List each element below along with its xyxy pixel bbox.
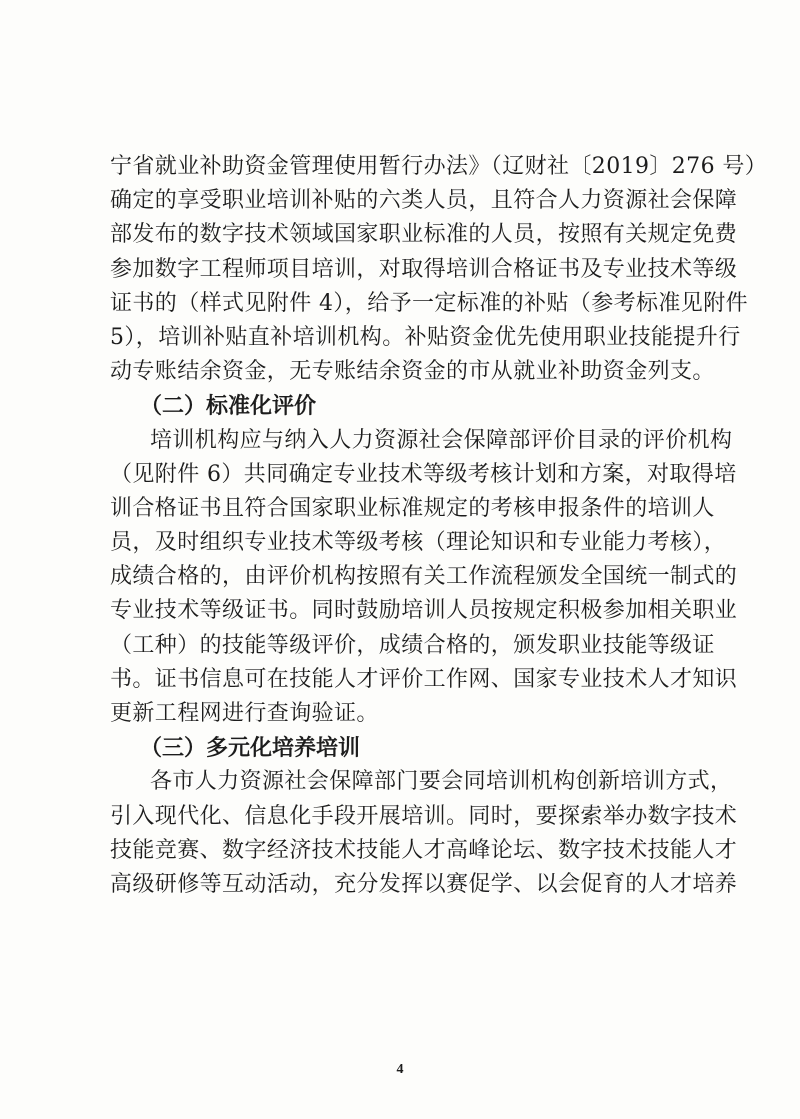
section-heading-2: （二）标准化评价 [140, 393, 317, 420]
paragraph-line: 员，及时组织专业技术等级考核（理论知识和专业能力考核）， [110, 530, 727, 556]
body-text [110, 150, 768, 902]
paragraph-line: 部发布的数字技术领域国家职业标准的人员，按照有关规定免费 [110, 222, 738, 248]
paragraph-line: 训合格证书且符合国家职业标准规定的考核申报条件的培训人 [110, 495, 715, 521]
paragraph-line: 证书的（样式见附件 4），给予一定标准的补贴（参考标准见附件 [110, 290, 748, 316]
paragraph-line: 参加数字工程师项目培训，对取得培训合格证书及专业技术等级 [110, 256, 738, 282]
paragraph-line: 专业技术等级证书。同时鼓励培训人员按规定积极参加相关职业 [110, 598, 738, 624]
paragraph-line: 引入现代化、信息化手段开展培训。同时，要探索举办数字技术 [110, 803, 738, 829]
paragraph-line: （见附件 6）共同确定专业技术等级考核计划和方案，对取得培 [110, 461, 737, 487]
paragraph-line: 宁省就业补助资金管理使用暂行办法》（辽财社〔2019〕276 号） [110, 154, 768, 179]
paragraph-line: 更新工程网进行查询验证。 [110, 701, 379, 726]
paragraph-line: 各市人力资源社会保障部门要会同培训机构创新培训方式， [150, 769, 733, 795]
paragraph-line: 动专账结余资金，无专账结余资金的市从就业补助资金列支。 [110, 359, 715, 385]
paragraph-line: （工种）的技能等级评价，成绩合格的，颁发职业技能等级证 [110, 632, 715, 658]
paragraph-line: 成绩合格的，由评价机构按照有关工作流程颁发全国统一制式的 [110, 564, 738, 590]
page-number: 4 [396, 1062, 404, 1077]
paragraph-line: 技能竞赛、数字经济技术技能人才高峰论坛、数字技术技能人才 [110, 837, 738, 863]
paragraph-line: 培训机构应与纳入人力资源社会保障部评价目录的评价机构 [150, 427, 733, 453]
paragraph-line: 书。证书信息可在技能人才评价工作网、国家专业技术人才知识 [110, 666, 738, 692]
paragraph-line: 确定的享受职业培训补贴的六类人员，且符合人力资源社会保障 [110, 188, 738, 214]
paragraph-line: 高级研修等互动活动，充分发挥以赛促学、以会促育的人才培养 [110, 871, 738, 897]
section-heading-3: （三）多元化培养培训 [140, 735, 361, 762]
paragraph-line: 5），培训补贴直补培训机构。补贴资金优先使用职业技能提升行 [110, 324, 741, 350]
